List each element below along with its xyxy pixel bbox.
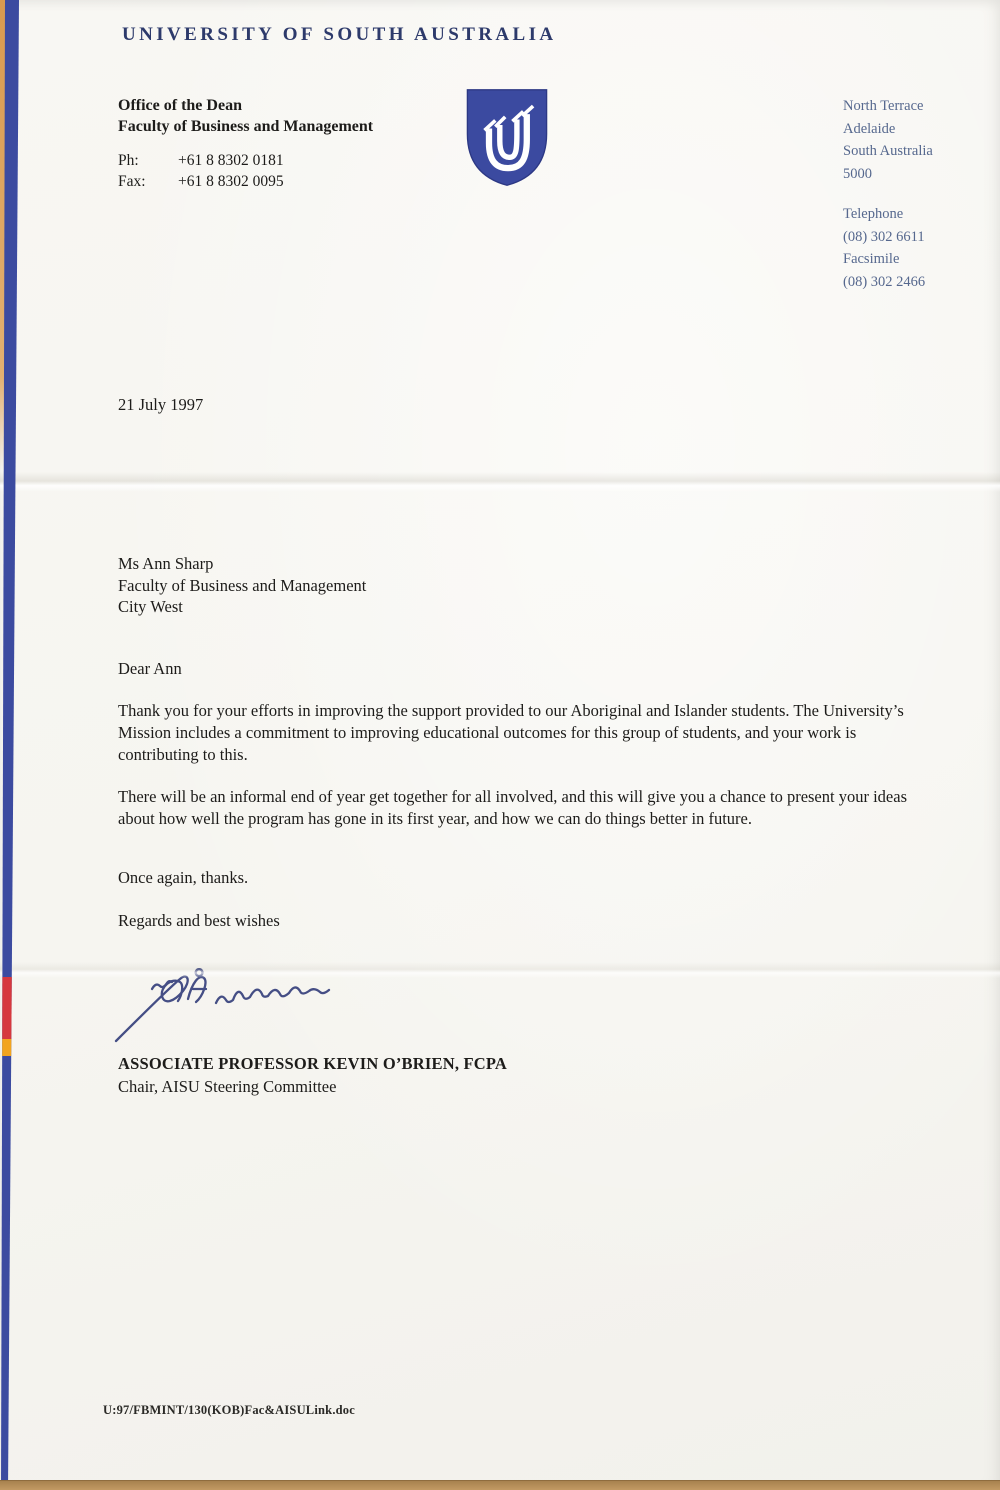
salutation: Dear Ann <box>118 659 182 678</box>
office-address-block <box>118 95 373 192</box>
unisa-shield-logo-icon <box>462 87 552 189</box>
phone-row <box>118 150 373 171</box>
phone-label: Ph: <box>118 152 139 169</box>
fax-row <box>118 171 373 192</box>
body-paragraph-1: Thank you for your efforts in improving the support provided to our Aboriginal and Islander students. The University’s Mission includes a commitment to improving educational outcomes for this group of students, and your work is contributing to this. <box>118 701 904 764</box>
office-line-2: Faculty of Business and Management <box>118 118 374 135</box>
campus-address-line: South Australia <box>843 143 933 159</box>
handwritten-signature <box>100 965 340 1050</box>
fold-crease-upper <box>0 472 1000 492</box>
phone-fax-rows <box>118 150 373 192</box>
campus-address-line: North Terrace <box>843 98 924 114</box>
campus-address-block <box>843 95 933 185</box>
facsimile-label: Facsimile <box>843 251 900 267</box>
phone-value: +61 8 8302 0181 <box>178 152 284 169</box>
telephone-label: Telephone <box>843 206 904 222</box>
office-line-1: Office of the Dean <box>118 97 242 114</box>
recipient-address-block <box>118 553 366 618</box>
bottom-paper-edge <box>0 1480 1000 1490</box>
file-reference: U:97/FBMINT/130(KOB)Fac&AISULink.doc <box>103 1403 355 1417</box>
body-paragraph-2: There will be an informal end of year get together for all involved, and this will give you a chance to present your ideas about how well the program has gone in its first year, and how we can do things better in future. <box>118 787 907 828</box>
campus-address-line: Adelaide <box>843 120 896 137</box>
fax-label: Fax: <box>118 173 146 190</box>
spine-red-segment <box>0 977 20 1039</box>
recipient-line: City West <box>118 597 183 616</box>
fax-value: +61 8 8302 0095 <box>178 173 284 190</box>
letter-date: 21 July 1997 <box>118 395 204 414</box>
campus-address-line: 5000 <box>843 165 872 182</box>
signatory-title: Chair, AISU Steering Committee <box>118 1077 337 1096</box>
closing-line: Regards and best wishes <box>118 911 280 930</box>
recipient-line: Ms Ann Sharp <box>118 554 214 573</box>
spine-orange-segment <box>0 1039 20 1056</box>
thanks-line: Once again, thanks. <box>118 868 249 887</box>
facsimile-value: (08) 302 2466 <box>843 273 926 290</box>
recipient-line: Faculty of Business and Management <box>118 575 367 595</box>
telephone-value: (08) 302 6611 <box>843 228 925 245</box>
university-name-heading: UNIVERSITY OF SOUTH AUSTRALIA <box>122 24 557 45</box>
campus-phones-block <box>843 203 925 293</box>
signatory-name: ASSOCIATE PROFESSOR KEVIN O’BRIEN, FCPA <box>118 1054 508 1073</box>
